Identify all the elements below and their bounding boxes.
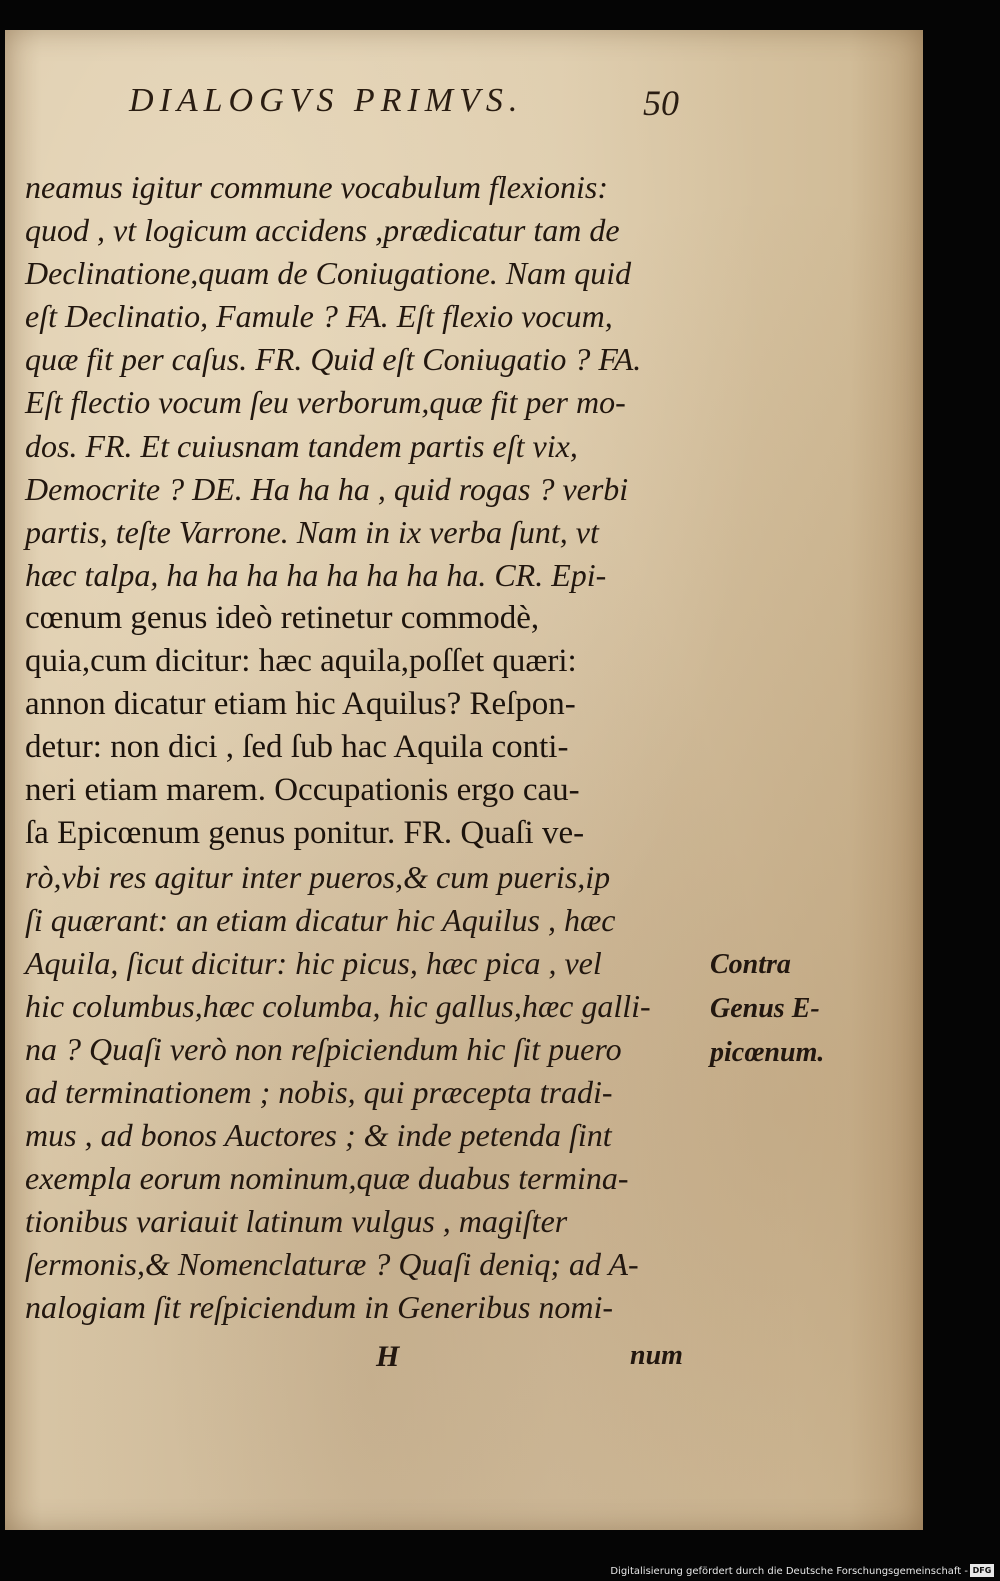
text-line: dos. FR. Et cuiusnam tandem partis eſt vix, <box>25 427 578 464</box>
marginal-note <box>710 943 850 1075</box>
text-line: neri etiam marem. Occupationis ergo cau- <box>25 772 580 809</box>
text-line: Declinatione,quam de Coniugatione. Nam quid <box>25 255 632 292</box>
catchword: num <box>630 1340 683 1371</box>
text-line: quod , vt logicum accidens ,prædicatur tam de <box>25 212 620 249</box>
text-line: Democrite ? DE. Ha ha ha , quid rogas ? verbi <box>25 470 629 507</box>
text-line: tionibus variauit latinum vulgus , magiſter <box>25 1203 568 1240</box>
text-line: annon dicatur etiam hic Aquilus? Reſpon- <box>25 686 576 723</box>
text-line: nalogiam ſit reſpiciendum in Generibus nomi- <box>25 1289 614 1326</box>
text-line: ſa Epicœnum genus ponitur. FR. Quaſi ve- <box>25 815 585 852</box>
page-number: 50 <box>643 83 679 123</box>
page-footer <box>5 1340 923 1390</box>
page-header <box>5 82 923 132</box>
digitization-credit: Digitalisierung gefördert durch die Deutsche Forschungsgemeinschaft - <box>610 1566 968 1577</box>
book-page <box>5 30 923 1530</box>
text-line: quia,cum dicitur: hæc aquila,poſſet quæri: <box>25 643 577 680</box>
dfg-logo: DFG <box>970 1564 994 1577</box>
text-line: mus , ad bonos Auctores ; & inde petenda ſint <box>25 1117 612 1154</box>
marginal-note-line: picœnum. <box>710 1037 825 1068</box>
text-line: exempla eorum nominum,quæ duabus termina- <box>25 1160 629 1197</box>
text-line: hæc talpa, ha ha ha ha ha ha ha ha. CR. Epi- <box>25 556 607 593</box>
text-line: ſi quærant: an etiam dicatur hic Aquilus , hæc <box>25 901 616 938</box>
text-line: partis, teſte Varrone. Nam in ix verba ſunt, vt <box>25 513 599 550</box>
marginal-note-line: Genus E- <box>710 993 820 1024</box>
body-text <box>25 166 715 1330</box>
text-line: neamus igitur commune vocabulum flexionis: <box>25 169 608 205</box>
text-line: cœnum genus ideò retinetur commodè, <box>25 599 540 636</box>
text-line: na ? Quaſi verò non reſpiciendum hic ſit puero <box>25 1030 622 1067</box>
text-line: rò,vbi res agitur inter pueros,& cum pueris,ip <box>25 858 611 895</box>
text-line: ſermonis,& Nomenclaturæ ? Quaſi deniq; ad A- <box>25 1246 639 1283</box>
signature-mark: H <box>376 1340 400 1373</box>
text-line: ad terminationem ; nobis, qui præcepta tradi- <box>25 1073 613 1110</box>
running-title: DIALOGVS PRIMVS. <box>129 82 524 119</box>
text-line: quæ fit per caſus. FR. Quid eſt Coniugatio ? FA. <box>25 341 642 378</box>
text-line: detur: non dici , ſed ſub hac Aquila conti- <box>25 729 569 766</box>
text-line: hic columbus,hæc columba, hic gallus,hæc galli- <box>25 987 651 1024</box>
text-line: eſt Declinatio, Famule ? FA. Eſt flexio vocum, <box>25 298 613 335</box>
text-line: Aquila, ſicut dicitur: hic picus, hæc pica , vel <box>25 944 602 981</box>
text-line: Eſt flectio vocum ſeu verborum,quæ fit per mo- <box>25 384 626 421</box>
marginal-note-line: Contra <box>710 949 791 980</box>
